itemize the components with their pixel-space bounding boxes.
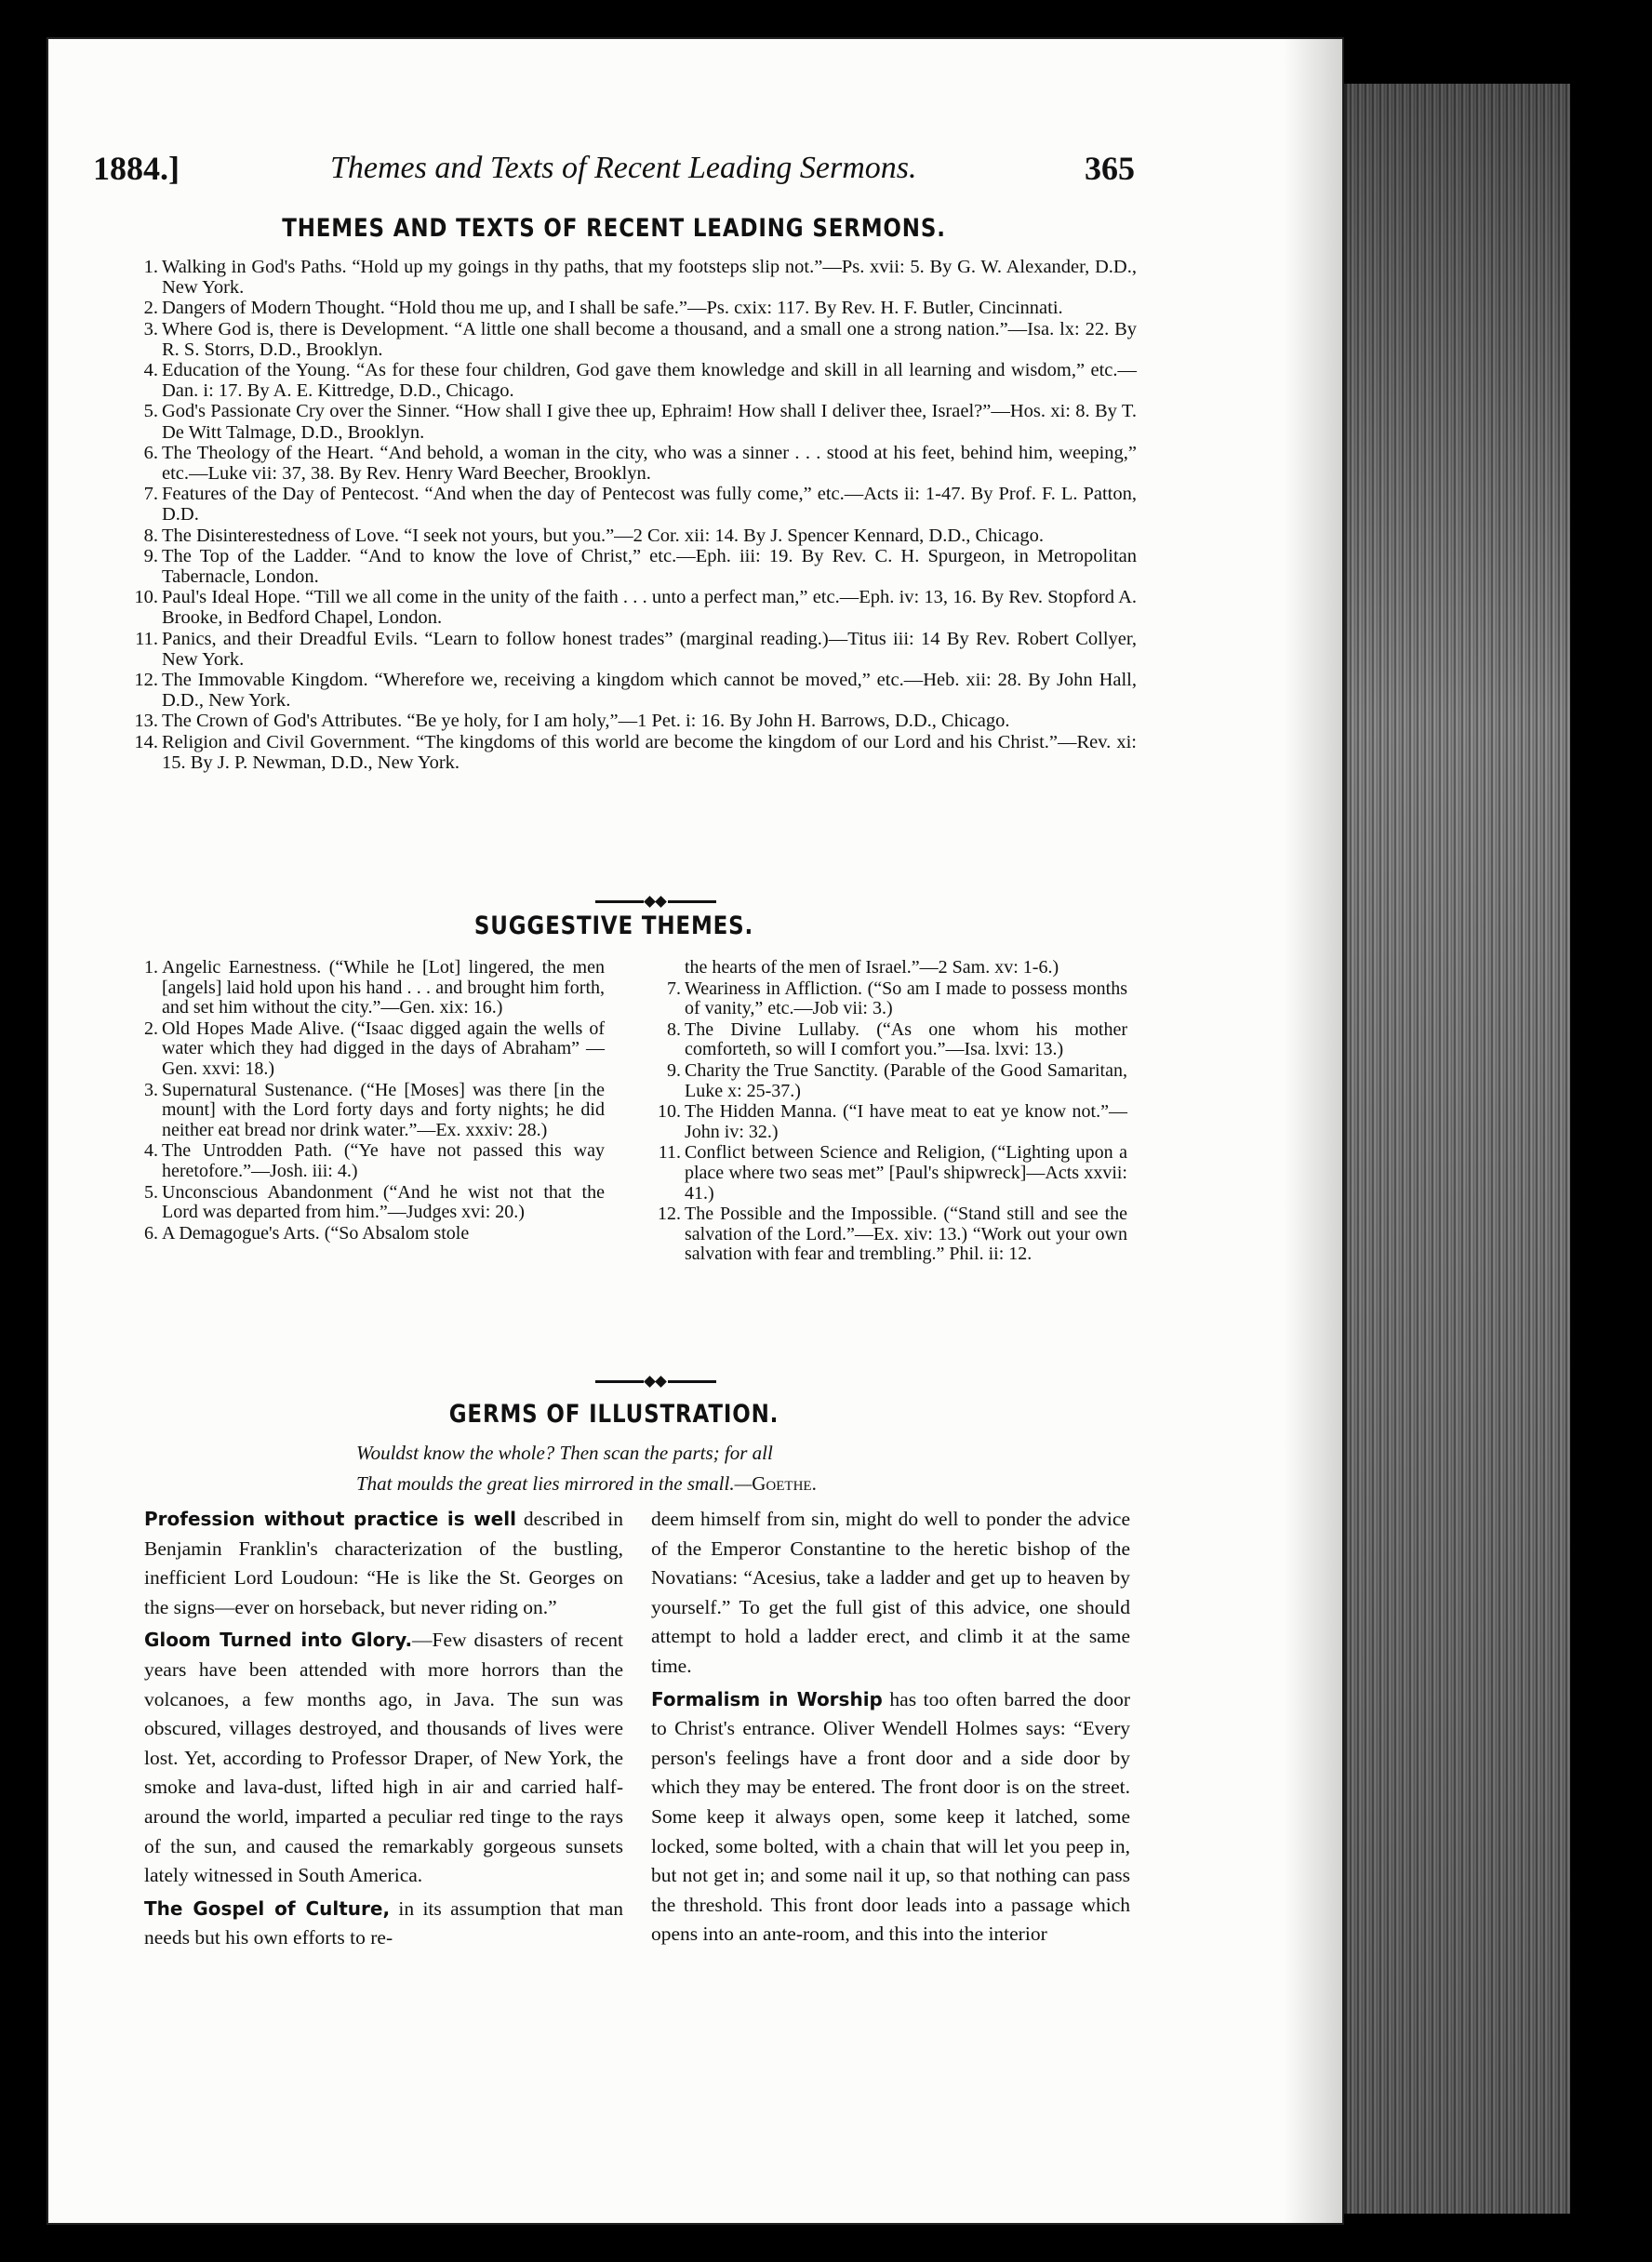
- paragraph-lead: Gloom Turned into Glory.: [144, 1629, 413, 1652]
- epigraph-line-2-text: That moulds the great lies mirrored in the small.—: [356, 1472, 753, 1495]
- suggestive-theme-entry: [653, 979, 1127, 1019]
- item-text: Weariness in Affliction. (“So am I made to possess months of vanity,” etc.—Job vii: 3.): [685, 978, 1127, 1019]
- ornament-divider: [595, 1375, 716, 1388]
- item-text: The Top of the Ladder. “And to know the love of Christ,” etc.—Eph. iii: 19. By Rev. C. H. Spurgeon, in Metropolitan Tabernacle, London.: [162, 545, 1137, 588]
- item-text: Paul's Ideal Hope. “Till we all come in the unity of the faith . . . unto a perfect man,” etc.—Eph. iv: 13, 16. By Rev. Stopford A. Brooke, in Bedford Chapel, London.: [162, 587, 1137, 629]
- epigraph-line-1: Wouldst know the whole? Then scan the parts; for all: [356, 1442, 773, 1464]
- item-number: 9.: [667, 1059, 681, 1081]
- epigraph-line-2: [356, 1470, 817, 1497]
- item-text: Charity the True Sanctity. (Parable of the Good Samaritan, Luke x: 25-37.): [685, 1059, 1127, 1101]
- item-number: 5.: [144, 1181, 158, 1203]
- suggestive-theme-entry: [653, 1061, 1127, 1101]
- item-text: The Divine Lullaby. (“As one whom his mother comforteth, so will I comfort you.”—Isa. lxvi: 13.): [685, 1018, 1127, 1060]
- section-title-suggestive-themes: SUGGESTIVE THEMES.: [473, 911, 754, 940]
- germs-right-column: [651, 1505, 1130, 1953]
- suggestive-theme-entry: [130, 1224, 605, 1244]
- item-text: Angelic Earnestness. (“While he [Lot] lingered, the men [angels] laid hold upon his hand . . . and brought him forth, and set him without the city.”—Gen. xix: 16.): [162, 957, 605, 1018]
- item-number: 10.: [134, 587, 158, 608]
- item-text: Panics, and their Dreadful Evils. “Learn to follow honest trades” (marginal reading.)—Titus iii: 14 By Rev. Robert Collyer, New York.: [162, 628, 1137, 670]
- item-number: 2.: [144, 1018, 158, 1039]
- page-number: 365: [1085, 150, 1135, 187]
- running-head-year: 1884.]: [93, 150, 180, 187]
- item-number: 9.: [143, 545, 158, 566]
- item-number: 7.: [667, 978, 681, 999]
- paragraph-text: described in Benjamin Franklin's characterization of the bustling, inefficient Lord Loudoun: “He is like the St. Georges on the signs—ever on horseback, but never riding on.”: [144, 1508, 623, 1618]
- paragraph-text: in its assumption that man needs but his own efforts to re-: [144, 1896, 623, 1949]
- suggestive-theme-entry: [130, 1141, 605, 1181]
- sermon-entry: [130, 732, 1137, 773]
- sermon-entry: [130, 443, 1137, 484]
- sermon-entry: [130, 587, 1137, 628]
- item-number: 5.: [143, 401, 158, 422]
- suggestive-theme-entry: [130, 958, 605, 1018]
- section-title-germs: GERMS OF ILLUSTRATION.: [448, 1400, 779, 1429]
- running-head-title: Themes and Texts of Recent Leading Sermons.: [330, 151, 917, 185]
- item-number: 14.: [134, 731, 158, 752]
- section-title-themes: THEMES AND TEXTS OF RECENT LEADING SERMONS.: [282, 214, 946, 243]
- paragraph-text: has too often barred the door to Christ's entrance. Oliver Wendell Holmes says: “Every person's feelings have a front door and a side door by which they may be entered. The front door is on the street. Some keep it always open, some keep it latched, some locked, some bolted, with a chain that will let you peep in, but not get in; and some nail it up, so that nothing can pass the threshold. This front door leads into a passage which opens into an ante-room, and this into the interior: [651, 1687, 1131, 1946]
- running-head: [93, 149, 1135, 205]
- item-text: The Hidden Manna. (“I have meat to eat ye know not.”—John iv: 32.): [685, 1101, 1127, 1142]
- sermon-entry: [130, 711, 1137, 731]
- item-number: 3.: [144, 1079, 158, 1100]
- ornament-divider: [595, 895, 716, 908]
- illustration-paragraph: [144, 1505, 623, 1622]
- suggestive-theme-entry: [653, 958, 1127, 978]
- item-text: Unconscious Abandonment (“And he wist not that the Lord was departed from him.”—Judges xvi: 20.): [162, 1181, 605, 1223]
- item-number: 11.: [135, 628, 158, 649]
- item-number: 8.: [667, 1018, 681, 1040]
- suggestive-theme-entry: [130, 1183, 605, 1223]
- item-number: 2.: [143, 298, 158, 319]
- item-text: God's Passionate Cry over the Sinner. “How shall I give thee up, Ephraim! How shall I deliver thee, Israel?”—Hos. xi: 8. By T. De Witt Talmage, D.D., Brooklyn.: [162, 401, 1137, 443]
- illustration-paragraph: [144, 1895, 623, 1953]
- item-number: 7.: [143, 484, 158, 505]
- suggestive-theme-entry: [653, 1143, 1127, 1204]
- item-number: 1.: [143, 257, 158, 277]
- item-text: A Demagogue's Arts. (“So Absalom stole: [162, 1222, 470, 1244]
- item-text: Dangers of Modern Thought. “Hold thou me up, and I shall be safe.”—Ps. cxix: 117. By Rev. H. F. Butler, Cincinnati.: [162, 298, 1063, 319]
- item-text: The Immovable Kingdom. “Wherefore we, receiving a kingdom which cannot be moved,” etc.—Heb. xii: 28. By John Hall, D.D., New York.: [162, 670, 1137, 712]
- paragraph-lead: The Gospel of Culture,: [144, 1896, 391, 1920]
- item-number: 4.: [144, 1140, 158, 1162]
- item-text: Supernatural Sustenance. (“He [Moses] was there [in the mount] with the Lord forty days and forty nights; he did neither eat bread nor drink water.”—Ex. xxxiv: 28.): [162, 1079, 605, 1140]
- item-text: The Theology of the Heart. “And behold, a woman in the city, who was a sinner . . . stood at his feet, behind him, weeping,” etc.—Luke vii: 37, 38. By Rev. Henry Ward Beecher, Brooklyn.: [162, 442, 1137, 485]
- item-text: Religion and Civil Government. “The kingdoms of this world are become the kingdom of our Lord and his Christ.”—Rev. xi: 15. By J. P. Newman, D.D., New York.: [162, 731, 1137, 773]
- sermon-entry: [130, 257, 1137, 298]
- item-number: 1.: [144, 957, 158, 978]
- item-number: 6.: [143, 442, 158, 463]
- sermon-entry: [130, 526, 1137, 546]
- item-number: 6.: [144, 1222, 158, 1244]
- suggestive-theme-entry: [653, 1020, 1127, 1060]
- item-number: 13.: [134, 711, 158, 732]
- item-number: 12.: [658, 1204, 681, 1225]
- item-text: The Disinterestedness of Love. “I seek not yours, but you.”—2 Cor. xii: 14. By J. Spencer Kennard, D.D., Chicago.: [162, 525, 1044, 546]
- item-text: The Untrodden Path. (“Ye have not passed this way heretofore.”—Josh. iii: 4.): [162, 1140, 605, 1181]
- germs-left-column: [144, 1505, 623, 1957]
- suggestive-themes-right-column: [653, 958, 1127, 1266]
- sermon-entry: [130, 401, 1137, 442]
- suggestive-theme-entry: [130, 1081, 605, 1141]
- item-text: Walking in God's Paths. “Hold up my goings in thy paths, that my footsteps slip not.”—Ps. xvii: 5. By G. W. Alexander, D.D., New York.: [162, 257, 1137, 299]
- suggestive-theme-entry: [130, 1019, 605, 1080]
- item-text: Conflict between Science and Religion, (“Lighting upon a place where two seas met” [Paul's shipwreck]—Acts xxvii: 41.): [685, 1142, 1127, 1204]
- item-text: the hearts of the men of Israel.”—2 Sam. xv: 1-6.): [685, 957, 1059, 978]
- suggestive-theme-entry: [653, 1204, 1127, 1265]
- paragraph-text: —Few disasters of recent years have been attended with more horrors than the volcanoes, a few months ago, in Java. The sun was obscured, villages destroyed, and thousands of lives were lost. Yet, according to Professor Draper, of New York, the smoke and lava-dust, lifted high in air and carried half-around the world, imparted a peculiar red tinge to the rays of the sun, and caused the remarkably gorgeous sunsets lately witnessed in South America.: [144, 1629, 623, 1887]
- item-number: 12.: [134, 670, 158, 691]
- sermon-entry: [130, 670, 1137, 711]
- item-text: Features of the Day of Pentecost. “And when the day of Pentecost was fully come,” etc.—Acts ii: 1-47. By Prof. F. L. Patton, D.D.: [162, 484, 1137, 526]
- illustration-paragraph: [144, 1626, 623, 1890]
- item-text: Old Hopes Made Alive. (“Isaac digged again the wells of water which they had digged in the days of Abraham” —Gen. xxvi: 18.): [162, 1018, 605, 1079]
- sermon-entry: [130, 484, 1137, 525]
- sermon-list: [130, 257, 1137, 773]
- page-gutter-shadow: [1284, 37, 1349, 2225]
- sermon-entry: [130, 629, 1137, 670]
- item-text: Education of the Young. “As for these four children, God gave them knowledge and skill in all learning and wisdom,” etc.—Dan. i: 17. By A. E. Kittredge, D.D., Chicago.: [162, 360, 1137, 402]
- paragraph-lead: Profession without practice is well: [144, 1508, 516, 1530]
- paragraph-text: deem himself from sin, might do well to ponder the advice of the Emperor Constantine to the heretic bishop of the Novatians: “Acesius, take a ladder and get up to heaven by yourself.” To get the full gist of this advice, one should attempt to hold a ladder erect, and climb it at the same time.: [651, 1508, 1130, 1677]
- item-text: The Possible and the Impossible. (“Stand still and see the salvation of the Lord.”—Ex. xiv: 13.) “Work out your own salvation with fear and trembling.” Phil. ii: 12.: [685, 1204, 1127, 1265]
- item-number: 10.: [658, 1101, 681, 1123]
- item-text: The Crown of God's Attributes. “Be ye holy, for I am holy,”—1 Pet. i: 16. By John H. Barrows, D.D., Chicago.: [162, 711, 1010, 732]
- sermon-entry: [130, 298, 1137, 318]
- book-page-edges: [1344, 84, 1570, 2214]
- sermon-entry: [130, 546, 1137, 587]
- item-number: 4.: [143, 360, 158, 381]
- item-number: 11.: [658, 1142, 681, 1164]
- illustration-paragraph: [651, 1505, 1130, 1682]
- item-number: 3.: [143, 318, 158, 339]
- item-text: Where God is, there is Development. “A little one shall become a thousand, and a small one a strong nation.”—Isa. lx: 22. By R. S. Storrs, D.D., Brooklyn.: [162, 318, 1137, 360]
- sermon-entry: [130, 319, 1137, 360]
- suggestive-theme-entry: [653, 1102, 1127, 1142]
- epigraph-author: Goethe.: [752, 1472, 817, 1495]
- illustration-paragraph: [651, 1685, 1130, 1949]
- item-number: 8.: [143, 525, 158, 546]
- suggestive-themes-left-column: [130, 958, 605, 1244]
- sermon-entry: [130, 360, 1137, 401]
- paragraph-lead: Formalism in Worship: [651, 1687, 883, 1710]
